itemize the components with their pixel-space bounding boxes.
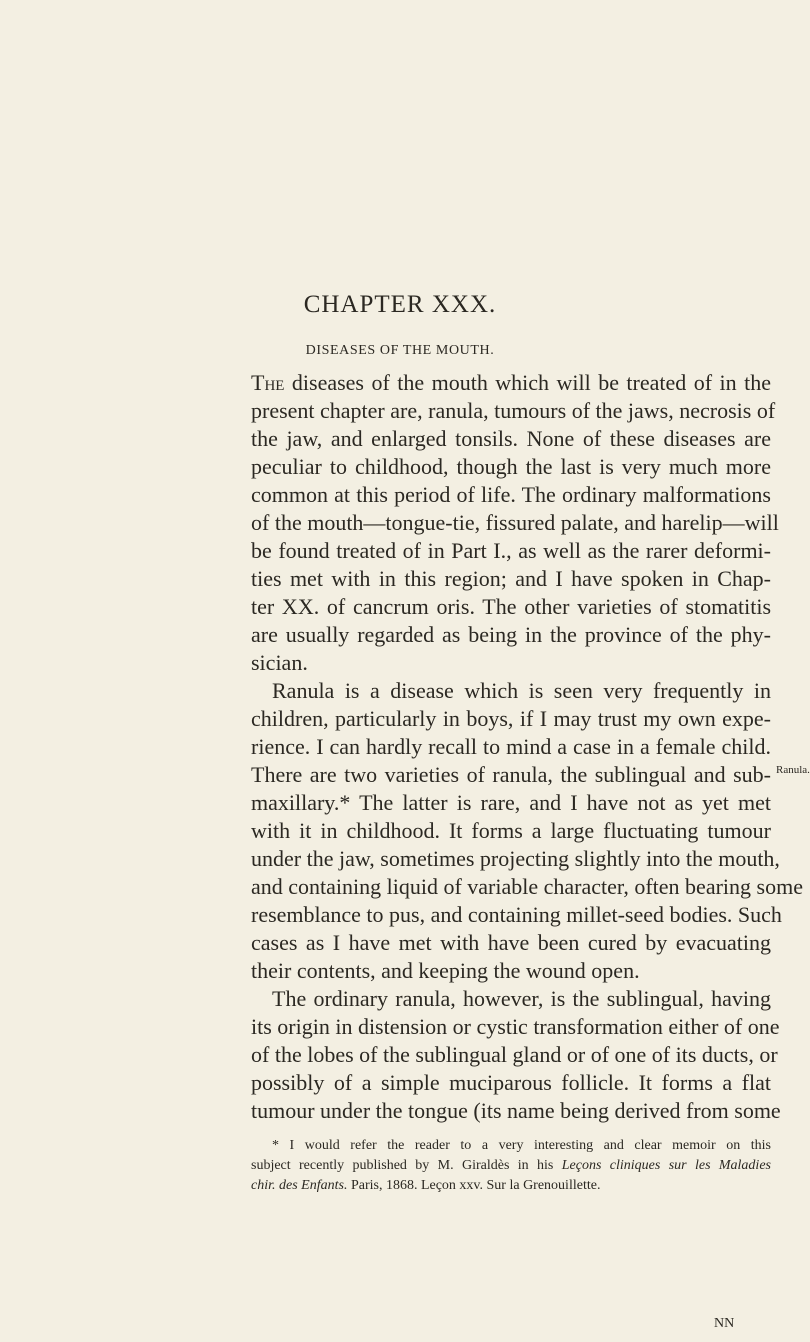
text-line: The ordinary ranula, however, is the sublingual, having <box>272 986 771 1011</box>
text-line: with it in childhood. It forms a large fluctuating tumour <box>251 818 771 843</box>
chapter-heading: CHAPTER XXX. <box>303 291 497 318</box>
text-line: the jaw, and enlarged tonsils. None of these diseases are <box>251 426 771 451</box>
text-line: are usually regarded as being in the province of the phy- <box>251 622 771 647</box>
text-line: The diseases of the mouth which will be treated of in the <box>251 370 771 395</box>
text-line: under the jaw, sometimes projecting slightly into the mouth, <box>251 846 780 871</box>
text-line: of the mouth—tongue-tie, fissured palate, and harelip—will <box>251 510 779 535</box>
signature-mark: NN <box>714 1316 735 1331</box>
text-line: maxillary.* The latter is rare, and I have not as yet met <box>251 790 771 815</box>
footnote-line: chir. des Enfants. Paris, 1868. Leçon xxv. Sur la Grenouillette. <box>251 1178 601 1193</box>
text-line: common at this period of life. The ordinary malformations <box>251 482 771 507</box>
text-line: ties met with in this region; and I have spoken in Chap- <box>251 566 771 591</box>
text-line: its origin in distension or cystic transformation either of one <box>251 1014 780 1039</box>
text-line: of the lobes of the sublingual gland or of one of its ducts, or <box>251 1042 778 1067</box>
text-line: ter XX. of cancrum oris. The other varieties of stomatitis <box>251 594 771 619</box>
text-line: children, particularly in boys, if I may trust my own expe- <box>251 706 771 731</box>
text-line: tumour under the tongue (its name being derived from some <box>251 1098 781 1123</box>
text-line: and containing liquid of variable character, often bearing some <box>251 874 803 899</box>
text-line: sician. <box>251 650 308 675</box>
text-line: rience. I can hardly recall to mind a case in a female child. <box>251 734 771 759</box>
text-line: resemblance to pus, and containing millet-seed bodies. Such <box>251 902 782 927</box>
footnote-line: subject recently published by M. Giraldès in his Leçons cliniques sur les Maladies <box>251 1158 771 1173</box>
footnote-line: * I would refer the reader to a very interesting and clear memoir on this <box>272 1138 771 1153</box>
text-line: Ranula is a disease which is seen very frequently in <box>272 678 771 703</box>
text-line: present chapter are, ranula, tumours of the jaws, necrosis of <box>251 398 776 423</box>
section-heading: DISEASES OF THE MOUTH. <box>305 343 495 358</box>
margin-note: Ranula. <box>776 764 810 776</box>
text-line: There are two varieties of ranula, the sublingual and sub- <box>251 762 771 787</box>
text-line: be found treated of in Part I., as well as the rarer deformi- <box>251 538 771 563</box>
text-line: peculiar to childhood, though the last is very much more <box>251 454 771 479</box>
text-line: possibly of a simple muciparous follicle. It forms a flat <box>251 1070 771 1095</box>
text-line: their contents, and keeping the wound open. <box>251 958 640 983</box>
text-line: cases as I have met with have been cured by evacuating <box>251 930 771 955</box>
